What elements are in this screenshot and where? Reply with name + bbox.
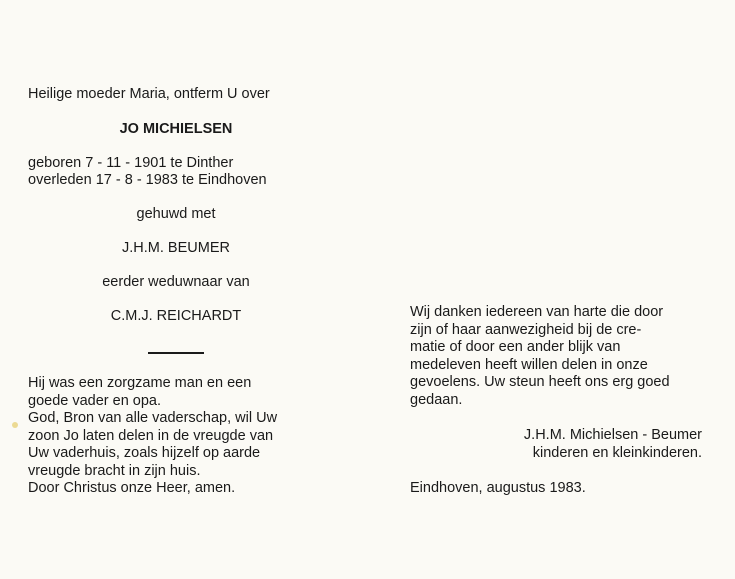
divider-rule [148,352,204,354]
first-spouse-name: C.M.J. REICHARDT [110,308,242,324]
birth-line: geboren 7 - 11 - 1901 te Dinther [28,155,234,171]
text-line: zoon Jo laten delen in de vreugde van [28,427,274,444]
place-date: Eindhoven, augustus 1983. [410,480,586,496]
text-line: gedaan. [410,391,463,408]
deceased-name: JO MICHIELSEN [119,121,233,137]
prayer-line: Heilige moeder Maria, ontferm U over [28,86,270,102]
thanks-text [410,304,702,409]
text-line: zijn of haar aanwezigheid bij de cre- [410,321,642,338]
prayer-text [28,375,324,498]
spouse-name: J.H.M. BEUMER [122,240,230,256]
text-line: matie of door een ander blijk van [410,339,621,355]
text-line: Hij was een zorgzame man en een [28,375,252,391]
death-line: overleden 17 - 8 - 1983 te Eindhoven [28,172,267,188]
signature-relatives: kinderen en kleinkinderen. [532,444,702,461]
married-label: gehuwd met [136,206,216,222]
text-line: vreugde bracht in zijn huis. [28,462,201,479]
text-line: goede vader en opa. [28,392,162,409]
text-line: God, Bron van alle vaderschap, wil Uw [28,410,278,426]
widower-label: eerder weduwnaar van [102,274,250,290]
text-line: Uw vaderhuis, zoals hijzelf op aarde [28,445,261,461]
text-line: medeleven heeft willen delen in onze [410,356,648,373]
paper-stain [12,422,18,428]
text-line: Wij danken iedereen van harte die door [410,304,664,320]
signature-family: J.H.M. Michielsen - Beumer [523,427,702,443]
text-line: gevoelens. Uw steun heeft ons erg goed [410,374,670,390]
right-column [410,304,702,498]
text-line: Door Christus onze Heer, amen. [28,480,236,496]
